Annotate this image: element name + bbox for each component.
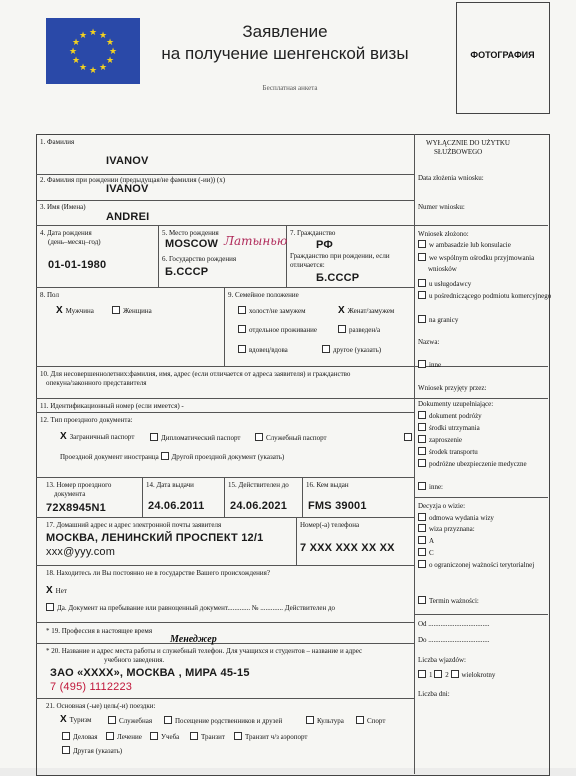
marital-divorced-label: разведен/а xyxy=(349,326,381,334)
marital-widowed-label: вдовец/вдова xyxy=(249,346,288,354)
checkbox-icon xyxy=(418,291,426,299)
option-label: C xyxy=(429,549,434,557)
sex-label: 8. Пол xyxy=(40,291,59,299)
dob-value[interactable]: 01-01-1980 xyxy=(48,259,107,271)
rule xyxy=(142,477,143,517)
checked-x-mark-icon: X xyxy=(338,305,345,316)
submitted-at-label: Wniosek złożono: xyxy=(418,230,469,238)
id-number-label: 11. Идентификационный номер (если имеется) - xyxy=(40,402,184,410)
rule xyxy=(36,412,414,413)
form-title-line2: на получение шенгенской визы xyxy=(161,44,409,63)
residence-no-option[interactable] xyxy=(46,585,67,596)
checkbox-icon xyxy=(418,536,426,544)
purpose-tourism-option[interactable] xyxy=(60,714,91,725)
checkbox-icon xyxy=(418,315,426,323)
entries-options[interactable] xyxy=(418,670,495,679)
option-label: we wspólnym ośrodku przyjmowania wniosków xyxy=(428,254,535,273)
checkbox-icon xyxy=(451,670,459,678)
rule xyxy=(414,614,548,615)
svg-text:★: ★ xyxy=(98,63,108,73)
rule xyxy=(36,225,414,226)
rule xyxy=(36,565,414,566)
svg-text:★: ★ xyxy=(78,63,88,73)
checkbox-icon xyxy=(418,560,426,568)
option-label: u pośredniczącego podmiotu komercyjnego xyxy=(429,292,552,300)
doc-service-option[interactable] xyxy=(255,433,327,442)
svg-text:★: ★ xyxy=(108,47,118,57)
home-address-label: 17. Домашний адрес и адрес электронной почты заявителя xyxy=(46,521,222,529)
checkbox-icon xyxy=(190,732,198,740)
option-label: wiza przyznana: xyxy=(429,525,475,533)
guardian-label-line2: опекуна/законного представителя xyxy=(46,379,147,387)
submitted-border-option[interactable] xyxy=(418,315,458,324)
application-date-label: Data złożenia wniosku: xyxy=(418,174,484,182)
rule xyxy=(36,200,414,201)
option-label: o ograniczonej ważności terytorialnej xyxy=(429,561,535,569)
purpose-study-option[interactable] xyxy=(150,732,179,741)
checkbox-icon xyxy=(418,447,426,455)
checkbox-icon xyxy=(404,433,412,441)
svg-text:★: ★ xyxy=(88,66,98,76)
option-label: wielokrotny xyxy=(461,671,496,679)
checkbox-icon xyxy=(418,411,426,419)
rule xyxy=(224,287,225,366)
sex-female-label: Женщина xyxy=(123,307,152,315)
option-label: na granicy xyxy=(429,316,459,324)
occupation-label: * 19. Профессия в настоящее время xyxy=(46,627,153,635)
sex-female-option[interactable] xyxy=(112,306,152,315)
purpose-tourism-label: Туризм xyxy=(69,716,92,724)
doc-foreign-passport-label: Заграничный паспорт xyxy=(69,433,135,441)
rule xyxy=(296,517,297,565)
purpose-transit-option[interactable] xyxy=(190,732,225,741)
checked-x-mark-icon: X xyxy=(46,585,53,596)
checkbox-icon xyxy=(234,732,242,740)
submitted-embassy-option[interactable] xyxy=(418,240,511,249)
option-label: A xyxy=(429,537,435,545)
svg-text:★: ★ xyxy=(71,56,81,66)
birth-surname-value[interactable]: IVANOV xyxy=(106,183,149,195)
checkbox-icon xyxy=(418,360,426,368)
eu-flag-logo xyxy=(46,18,140,84)
option-label: odmowa wydania wizy xyxy=(429,514,494,522)
doc-other-label: Другой проездной документ (указать) xyxy=(171,453,285,461)
official-column-divider xyxy=(414,134,415,774)
doc-foreign-passport-option[interactable] xyxy=(60,431,134,442)
checkbox-icon xyxy=(46,603,54,611)
marital-married-label: Женат/замужем xyxy=(347,307,395,315)
purpose-business-label: Деловая xyxy=(73,733,98,741)
doc-diplomatic-option[interactable] xyxy=(150,433,240,442)
doc-insurance-option[interactable] xyxy=(418,459,550,469)
checkbox-icon xyxy=(238,325,246,333)
purpose-study-label: Учеба xyxy=(161,733,180,741)
checkbox-icon xyxy=(418,423,426,431)
checkbox-icon xyxy=(418,596,426,604)
birth-country-value[interactable]: Б.СССР xyxy=(165,266,209,278)
svg-text:★: ★ xyxy=(105,38,115,48)
checked-x-mark-icon: X xyxy=(60,431,67,442)
decision-ltv-option[interactable] xyxy=(418,560,552,570)
purpose-medical-option[interactable] xyxy=(106,732,142,741)
free-form-note: Бесплатная анкета xyxy=(262,84,318,92)
rule xyxy=(36,622,414,623)
handwritten-note: Латынью xyxy=(224,234,288,248)
marital-married-option[interactable] xyxy=(338,305,394,316)
marital-single-label: холост/не замужем xyxy=(249,307,306,315)
rule xyxy=(414,225,548,226)
marital-widowed-option[interactable] xyxy=(238,345,288,354)
dob-format: (день–месяц–год) xyxy=(48,238,101,246)
purpose-airport-transit-option[interactable] xyxy=(234,732,308,741)
marital-other-label: другое (указать) xyxy=(333,346,382,354)
validity-term-option[interactable] xyxy=(418,596,479,605)
decision-granted-option[interactable] xyxy=(418,524,475,533)
checked-x-mark-icon: X xyxy=(56,305,63,316)
checkbox-icon xyxy=(418,240,426,248)
sex-male-option[interactable] xyxy=(56,305,94,316)
purpose-other-option[interactable] xyxy=(62,746,122,755)
checkbox-icon xyxy=(150,433,158,441)
doc-transport-option[interactable] xyxy=(418,447,478,456)
doc-number-value[interactable]: 72Х8945N1 xyxy=(46,502,106,514)
option-label: środek transportu xyxy=(429,448,478,456)
trip-purpose-label: 21. Основная (-ые) цель(-и) поездки: xyxy=(46,702,156,710)
checkbox-icon xyxy=(418,435,426,443)
marital-other-option[interactable] xyxy=(322,345,381,354)
occupation-value[interactable]: Менеджер xyxy=(170,634,217,645)
checkbox-icon xyxy=(108,716,116,724)
option-label: dokument podróży xyxy=(429,412,482,420)
svg-text:★: ★ xyxy=(88,28,98,38)
checkbox-icon xyxy=(255,433,263,441)
phone-value[interactable]: 7 ХХХ ХХХ ХХ ХХ xyxy=(300,542,395,554)
purpose-sport-label: Спорт xyxy=(367,717,386,725)
checkbox-icon xyxy=(238,306,246,314)
days-count-label: Liczba dni: xyxy=(418,690,450,698)
dob-label: 4. Дата рождения xyxy=(40,229,92,237)
purpose-airport-transit-label: Транзит ч/з аэропорт xyxy=(245,733,308,741)
checkbox-icon xyxy=(418,524,426,532)
checkbox-icon xyxy=(62,732,70,740)
purpose-transit-label: Транзит xyxy=(201,733,225,741)
surname-label: 1. Фамилия xyxy=(40,138,75,146)
purpose-visit-label: Посещение родственников и друзей xyxy=(175,717,283,725)
purpose-business-trip-label: Служебная xyxy=(119,717,153,725)
checkbox-icon xyxy=(418,459,426,467)
residence-yes-option[interactable] xyxy=(46,603,335,612)
accepted-by-label: Wniosek przyjęty przez: xyxy=(418,384,487,392)
checkbox-icon xyxy=(418,670,426,678)
birth-citizenship-value[interactable]: Б.СССР xyxy=(316,272,360,284)
surname-value[interactable]: IVANOV xyxy=(106,155,149,167)
application-number-label: Numer wniosku: xyxy=(418,203,465,211)
birthplace-label: 5. Место рождения xyxy=(162,229,219,237)
rule xyxy=(158,225,159,287)
rule xyxy=(36,643,414,644)
rule xyxy=(414,497,548,498)
option-label: podróżne ubezpieczenie medyczne xyxy=(429,460,527,468)
official-use-title2: SŁUŻBOWEGO xyxy=(434,148,483,156)
doc-alien-option[interactable] xyxy=(60,452,284,461)
checkbox-icon xyxy=(150,732,158,740)
decision-refused-option[interactable] xyxy=(418,513,494,522)
option-label: inne: xyxy=(429,483,443,491)
citizenship-label: 7. Гражданство xyxy=(290,229,336,237)
rule xyxy=(36,698,414,699)
purpose-visit-option[interactable] xyxy=(164,716,282,725)
doc-diplomatic-label: Дипломатический паспорт xyxy=(161,434,241,442)
option-label: środki utrzymania xyxy=(429,424,480,432)
submitted-commercial-option[interactable] xyxy=(418,291,556,302)
home-address-value[interactable]: МОСКВА, ЛЕНИНСКИЙ ПРОСПЕКТ 12/1 xyxy=(46,532,264,544)
doc-extra-checkbox[interactable] xyxy=(404,433,415,442)
guardian-label-line1: 10. Для несовершеннолетних:фамилия, имя, адрес (если отличается от адреса заявителя) и гражданство xyxy=(40,370,351,378)
checkbox-icon xyxy=(338,325,346,333)
checkbox-icon xyxy=(418,513,426,521)
valid-until-label: 15. Действителен до xyxy=(228,481,289,489)
valid-until-value[interactable]: 24.06.2021 xyxy=(230,500,288,512)
doc-means-option[interactable] xyxy=(418,423,480,432)
checkbox-icon xyxy=(62,746,70,754)
checkbox-icon xyxy=(418,279,426,287)
doc-service-label: Служебный паспорт xyxy=(266,434,327,442)
name-label: Nazwa: xyxy=(418,338,440,346)
residence-yes-label: Да. Документ на пребывание или равноценный документ............. № ............. Действителен до xyxy=(57,604,336,612)
checkbox-icon xyxy=(306,716,314,724)
purpose-other-label: Другая (указать) xyxy=(73,747,123,755)
other-option[interactable] xyxy=(418,360,441,369)
rule xyxy=(36,398,414,399)
svg-text:★: ★ xyxy=(98,31,108,41)
supporting-docs-label: Dokumenty uzupełniające: xyxy=(418,400,494,408)
birth-citizenship-label: Гражданство при рождении, если отличается: xyxy=(290,252,390,269)
employer-label-line1: * 20. Название и адрес места работы и служебный телефон. Для учащихся и студентов – название и адрес xyxy=(46,647,363,655)
submitted-center-option[interactable] xyxy=(418,253,556,275)
photo-label: ФОТОГРАФИЯ xyxy=(470,50,535,60)
issued-by-label: 16. Кем выдан xyxy=(306,481,349,489)
employer-value[interactable]: ЗАО «ХХХХ», МОСКВА , МИРА 45-15 xyxy=(50,667,250,679)
marital-separated-option[interactable] xyxy=(238,325,317,334)
marital-single-option[interactable] xyxy=(238,306,306,315)
sex-male-label: Мужчина xyxy=(65,307,94,315)
marital-separated-label: отдельное проживание xyxy=(249,326,317,334)
email-value[interactable]: ххх@ууу.com xyxy=(46,546,116,558)
doc-invitation-option[interactable] xyxy=(418,435,462,444)
official-use-title: WYŁĄCZNIE DO UŻYTKU xyxy=(426,139,510,147)
visa-decision-label: Decyzja o wizie: xyxy=(418,502,466,510)
purpose-business-option[interactable] xyxy=(62,732,98,741)
doc-number-label2: документа xyxy=(54,490,86,498)
checkbox-icon xyxy=(238,345,246,353)
doc-other-option[interactable] xyxy=(418,482,443,491)
purpose-culture-label: Культура xyxy=(317,717,344,725)
doc-alien-label: Проездной документ иностранца xyxy=(60,453,159,461)
doc-number-label: 13. Номер проездного xyxy=(46,481,112,489)
first-name-label: 3. Имя (Имена) xyxy=(40,203,86,211)
decision-a-option[interactable] xyxy=(418,536,434,545)
travel-doc-type-label: 12. Тип проездного документа: xyxy=(40,416,133,424)
checkbox-icon xyxy=(356,716,364,724)
checkbox-icon xyxy=(418,482,426,490)
form-title-line1: Заявление xyxy=(242,22,328,41)
residence-no-label: Нет xyxy=(55,587,67,595)
marital-divorced-option[interactable] xyxy=(338,325,380,334)
rule xyxy=(36,477,414,478)
decision-c-option[interactable] xyxy=(418,548,434,557)
option-label: zaproszenie xyxy=(429,436,463,444)
eu-stars-icon xyxy=(46,18,140,84)
option-label: 1 xyxy=(429,671,433,679)
svg-text:★: ★ xyxy=(78,31,88,41)
checkbox-icon xyxy=(161,452,169,460)
valid-to-label: Do ................................... xyxy=(418,636,490,644)
checkbox-icon xyxy=(434,670,442,678)
rule xyxy=(36,517,414,518)
entries-label: Liczba wjazdów: xyxy=(418,656,467,664)
issued-by-value[interactable]: FMS 39001 xyxy=(308,500,367,512)
residence-question-label: 18. Находитесь ли Вы постоянно не в государстве Вашего происхождения? xyxy=(46,569,270,577)
purpose-medical-label: Лечение xyxy=(117,733,142,741)
rule xyxy=(302,477,303,517)
checked-x-mark-icon: X xyxy=(60,714,67,725)
checkbox-icon xyxy=(322,345,330,353)
rule xyxy=(36,366,414,367)
employer-phone-value[interactable]: 7 (495) 1112223 xyxy=(50,681,133,693)
purpose-culture-option[interactable] xyxy=(306,716,344,725)
option-label: 2 xyxy=(445,671,449,679)
option-label: w ambasadzie lub konsulacie xyxy=(429,241,511,249)
rule xyxy=(36,287,414,288)
employer-label-line2: учебного заведения. xyxy=(104,656,165,664)
checkbox-icon xyxy=(418,548,426,556)
svg-text:★: ★ xyxy=(105,56,115,66)
valid-from-label: Od ................................... xyxy=(418,620,490,628)
option-label: Termin ważności: xyxy=(429,597,479,605)
purpose-sport-option[interactable] xyxy=(356,716,385,725)
issue-date-label: 14. Дата выдачи xyxy=(146,481,194,489)
first-name-value[interactable]: ANDREI xyxy=(106,211,150,223)
checkbox-icon xyxy=(112,306,120,314)
doc-travel-option[interactable] xyxy=(418,411,482,420)
birth-country-label: 6. Государство рождения xyxy=(162,255,237,263)
rule xyxy=(414,398,548,399)
citizenship-value[interactable]: РФ xyxy=(316,239,333,251)
option-label: inne xyxy=(429,361,442,369)
birth-surname-label: 2. Фамилия при рождении (предыдущая/не фамилия (-ии)) (х) xyxy=(40,176,226,184)
svg-text:★: ★ xyxy=(71,38,81,48)
marital-status-label: 9. Семейное положение xyxy=(228,291,299,299)
checkbox-icon xyxy=(106,732,114,740)
checkbox-icon xyxy=(418,253,426,261)
phone-label: Номер(-а) телефона xyxy=(300,521,360,529)
purpose-business-trip-option[interactable] xyxy=(108,716,152,725)
issue-date-value[interactable]: 24.06.2011 xyxy=(148,500,205,512)
checkbox-icon xyxy=(164,716,172,724)
svg-text:★: ★ xyxy=(68,47,78,57)
rule xyxy=(224,477,225,517)
submitted-provider-option[interactable] xyxy=(418,279,471,288)
option-label: u usługodawcy xyxy=(429,280,472,288)
rule xyxy=(36,174,414,175)
birthplace-value[interactable]: MOSCOW xyxy=(165,238,219,250)
